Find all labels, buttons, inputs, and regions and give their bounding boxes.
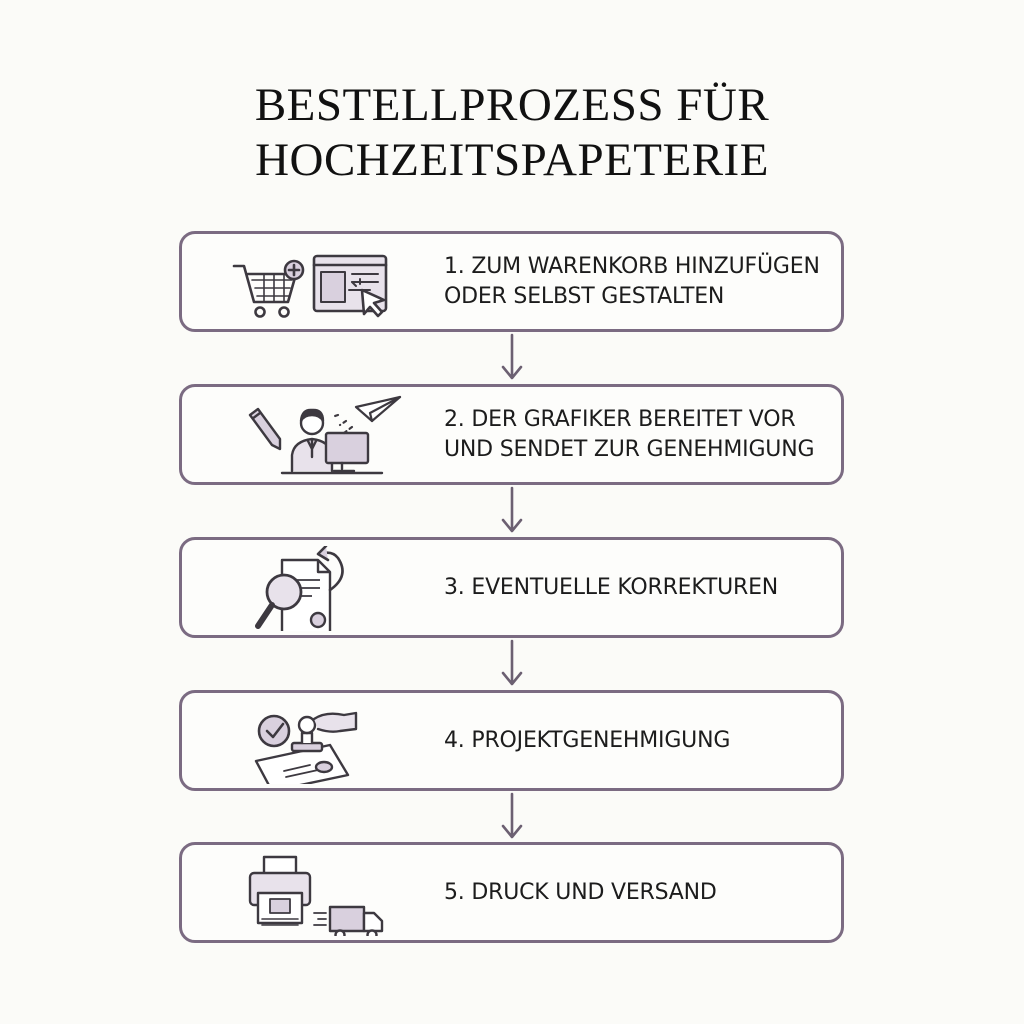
browser-click-icon bbox=[314, 256, 386, 316]
step-3-icons bbox=[222, 546, 412, 631]
step-3-label-line-1: 3. EVENTUELLE KORREKTUREN bbox=[444, 574, 779, 600]
flow-arrow bbox=[497, 792, 527, 840]
step-4-box bbox=[179, 690, 844, 791]
page-title bbox=[0, 78, 1024, 188]
step-2-label-line-1: 2. DER GRAFIKER BEREITET VOR bbox=[444, 406, 796, 432]
paper-plane-icon bbox=[332, 397, 400, 433]
step-3-label bbox=[444, 540, 835, 635]
flow-arrow bbox=[497, 333, 527, 381]
step-5-label bbox=[444, 845, 835, 940]
step-2-label-line-2: UND SENDET ZUR GENEHMIGUNG bbox=[444, 436, 815, 462]
step-5-icons bbox=[222, 851, 412, 936]
title-line-1: BESTELLPROZESS FÜR bbox=[254, 79, 770, 131]
step-4-icons bbox=[222, 699, 412, 784]
step-1-box bbox=[179, 231, 844, 332]
step-2-box bbox=[179, 384, 844, 485]
step-1-label-line-2: ODER SELBST GESTALTEN bbox=[444, 283, 725, 309]
step-4-label bbox=[444, 693, 835, 788]
check-circle-icon bbox=[259, 716, 289, 746]
step-3-box bbox=[179, 537, 844, 638]
flow-arrow bbox=[497, 639, 527, 687]
flow-arrow bbox=[497, 486, 527, 534]
pencil-icon bbox=[250, 409, 280, 449]
step-5-label-line-1: 5. DRUCK UND VERSAND bbox=[444, 879, 717, 905]
step-1-label bbox=[444, 234, 835, 329]
shopping-cart-add-icon bbox=[234, 261, 303, 317]
printer-icon bbox=[250, 857, 310, 925]
step-1-label-line-1: 1. ZUM WARENKORB HINZUFÜGEN bbox=[444, 253, 820, 279]
step-5-box bbox=[179, 842, 844, 943]
designer-at-computer-icon bbox=[282, 410, 382, 473]
step-2-label bbox=[444, 387, 835, 482]
delivery-truck-icon bbox=[314, 907, 382, 936]
title-line-2: HOCHZEITSPAPETERIE bbox=[255, 134, 769, 186]
step-4-label-line-1: 4. PROJEKTGENEHMIGUNG bbox=[444, 727, 731, 753]
step-1-icons bbox=[222, 240, 412, 325]
step-2-icons bbox=[222, 393, 412, 478]
